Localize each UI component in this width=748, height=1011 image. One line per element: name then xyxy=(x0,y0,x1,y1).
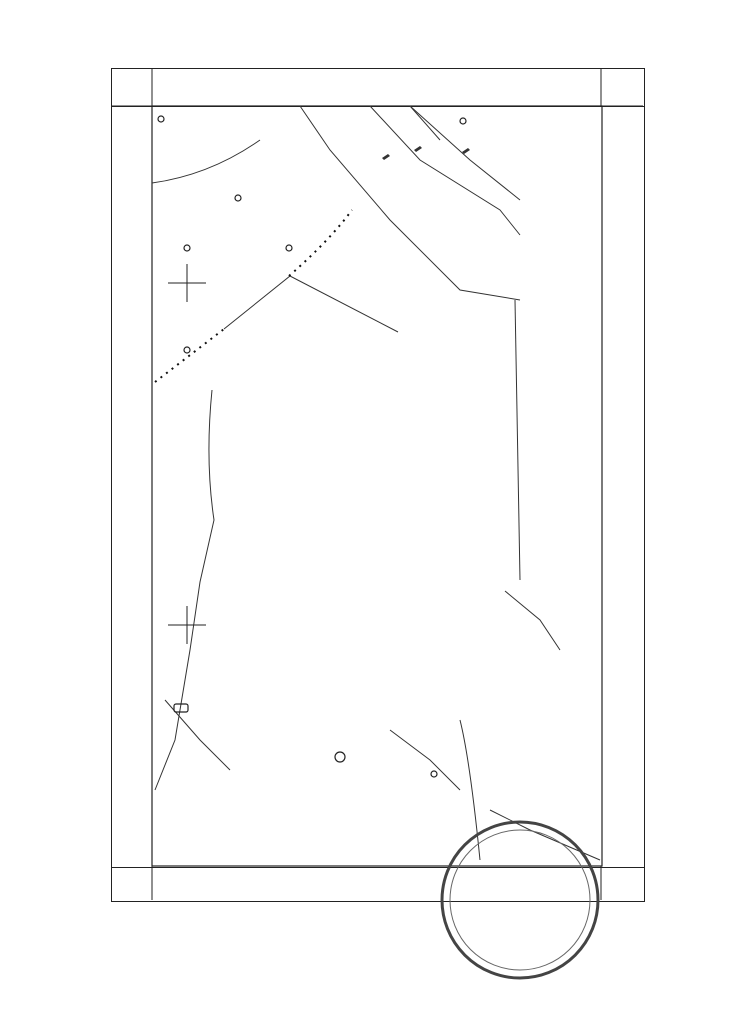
boundary-line xyxy=(370,106,520,235)
map-symbols xyxy=(158,116,466,777)
boundary-line xyxy=(224,276,398,332)
map-area-border xyxy=(152,106,602,866)
tree-symbol xyxy=(184,347,190,353)
tree-symbol xyxy=(286,245,292,251)
tree-symbol xyxy=(158,116,164,122)
boundary-line xyxy=(152,140,260,183)
dotted-boundary-line xyxy=(289,210,352,276)
tree-symbol xyxy=(184,245,190,251)
stamp-outer-ring xyxy=(442,822,598,978)
dotted-boundary xyxy=(155,210,352,382)
boundary-line xyxy=(410,106,440,140)
boundary-line xyxy=(155,390,214,790)
boundary-line xyxy=(515,300,520,580)
tree-symbol xyxy=(460,118,466,124)
boundary-line xyxy=(165,700,230,770)
wetland-mark xyxy=(382,154,390,160)
map-boundary xyxy=(152,106,602,866)
official-stamp xyxy=(442,822,598,978)
tree-symbol xyxy=(235,195,241,201)
frame-ticks xyxy=(111,68,643,900)
grid-crosses xyxy=(168,264,206,644)
tree-symbol xyxy=(431,771,437,777)
boundary-line xyxy=(505,591,560,650)
boundary-line xyxy=(390,730,460,790)
dotted-boundary-line xyxy=(155,329,224,382)
boundary-line xyxy=(300,106,520,300)
terrain-lines xyxy=(152,106,600,860)
mine-symbol xyxy=(335,752,345,762)
wetland-mark xyxy=(462,148,470,154)
stamp-inner-ring xyxy=(450,830,590,970)
wetland-mark xyxy=(414,146,422,152)
